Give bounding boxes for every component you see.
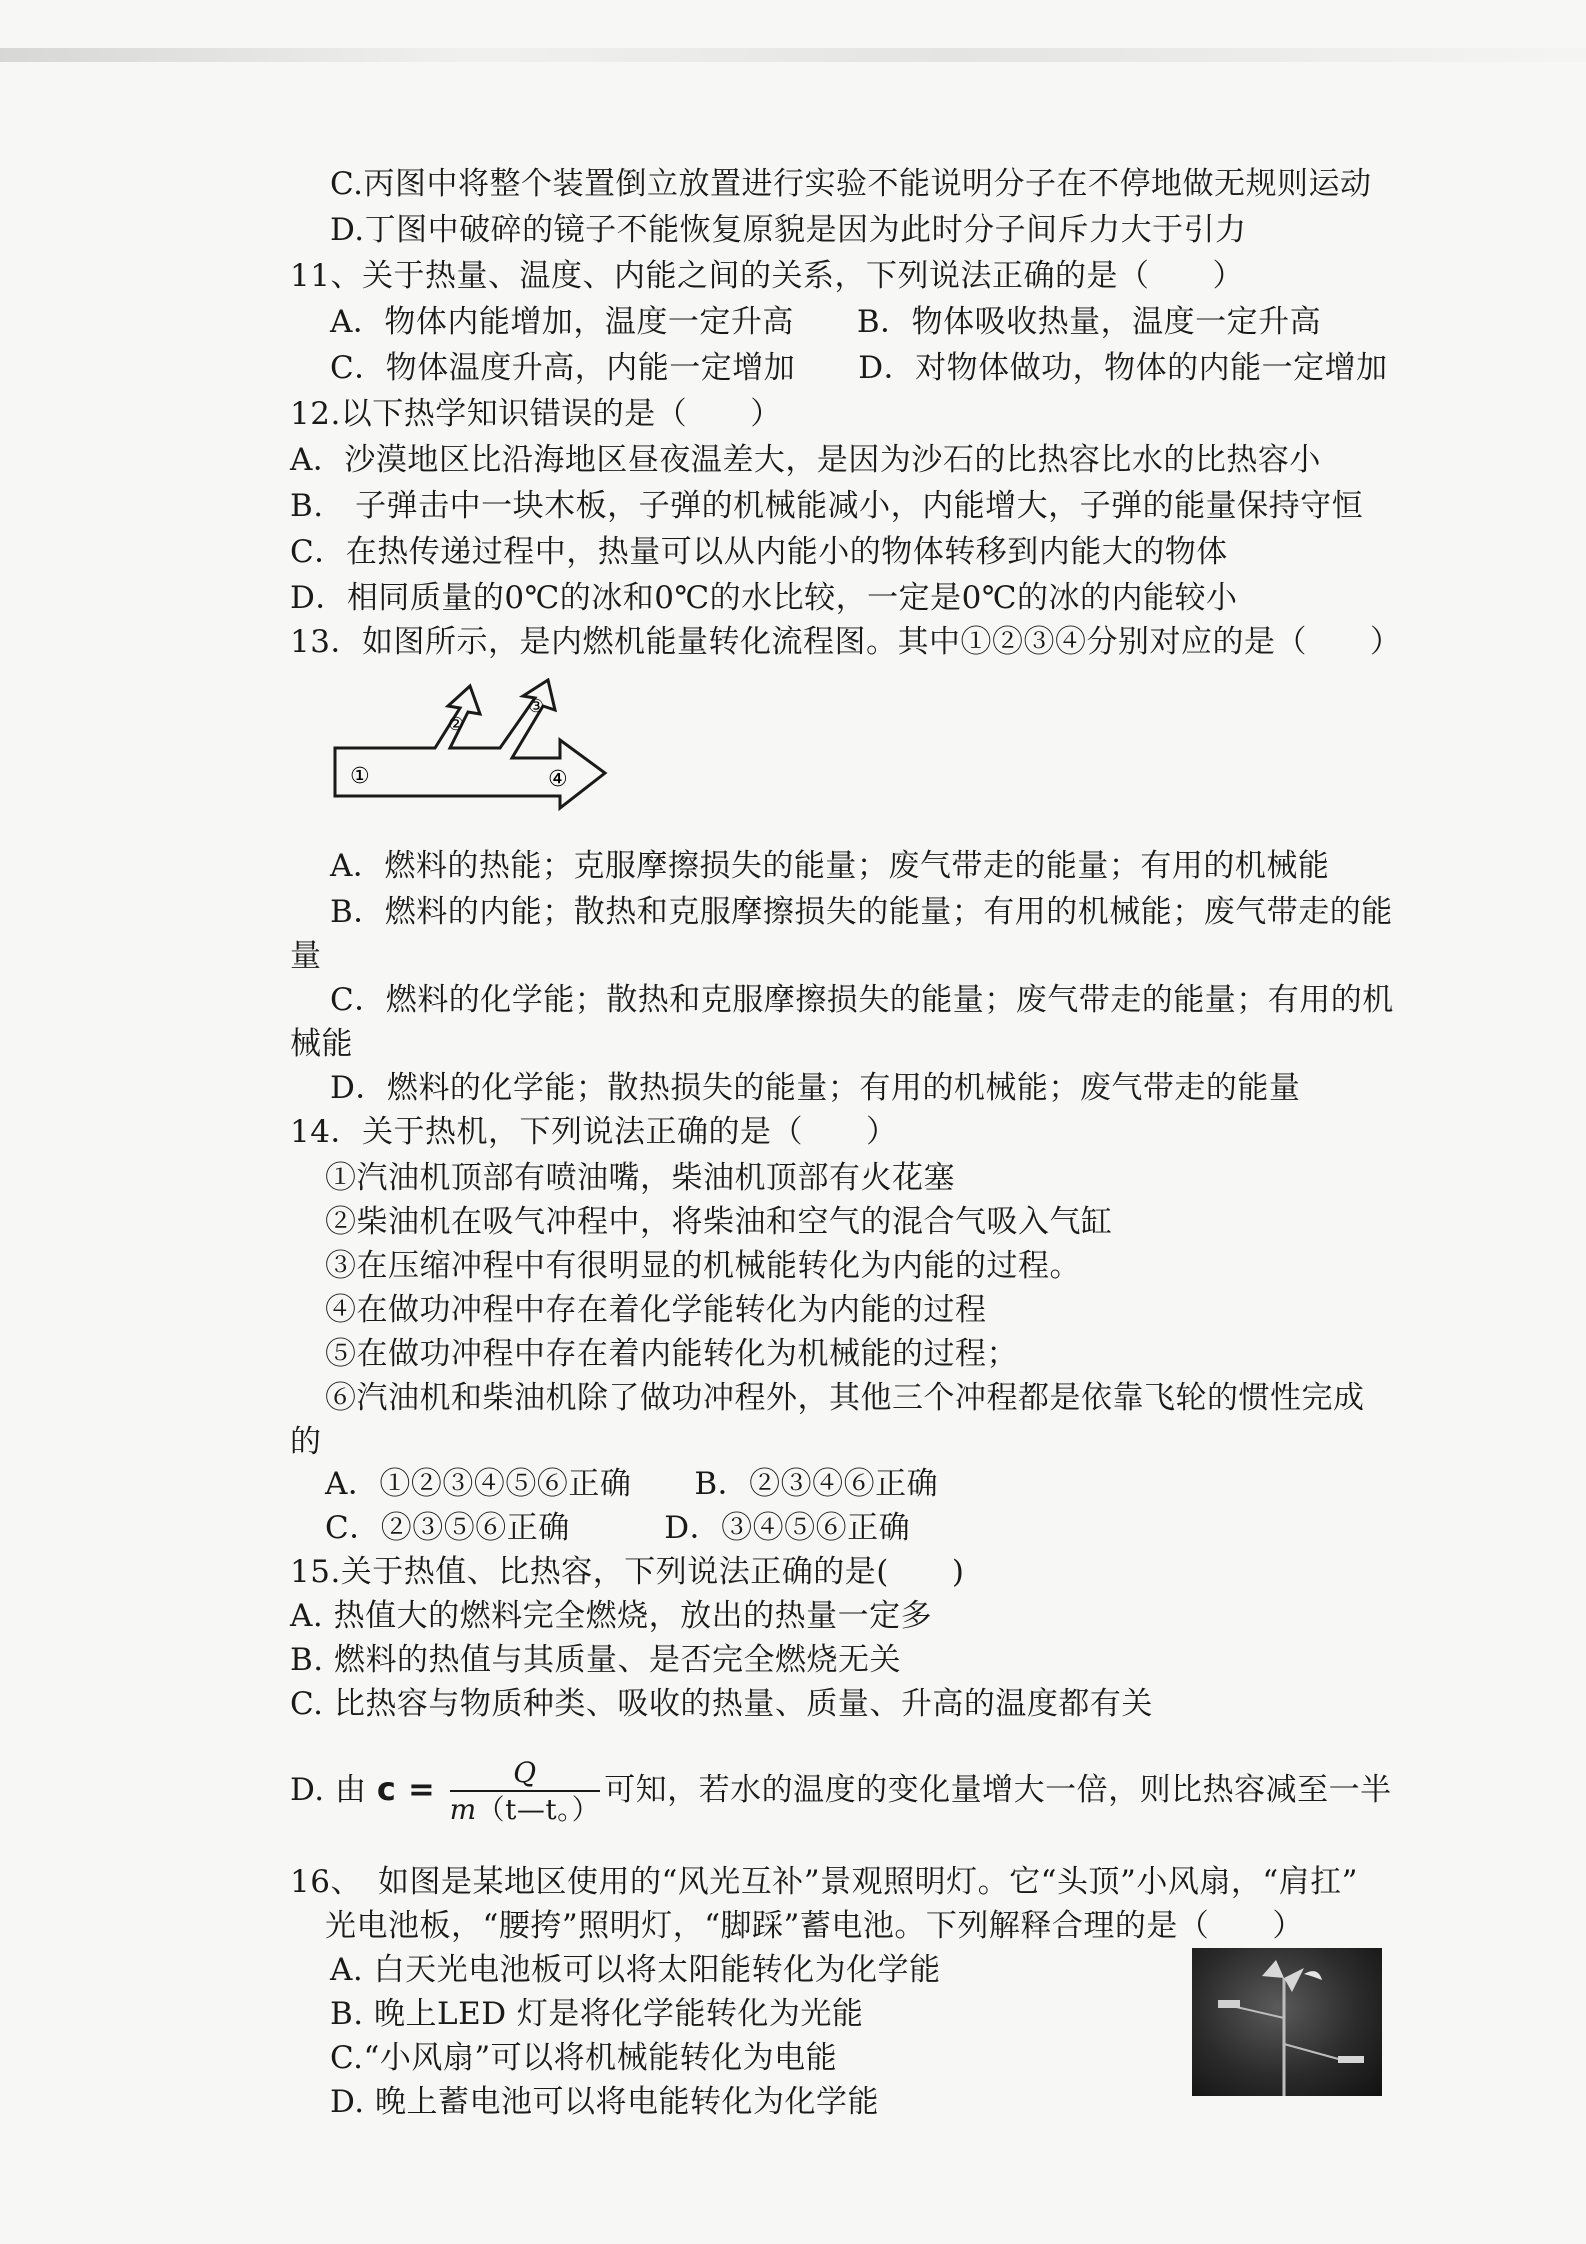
q15-stem: 15.关于热值、比热容，下列说法正确的是( )	[290, 1554, 965, 1590]
q13-option-b: B．燃料的内能；散热和克服摩擦损失的能量；有用的机械能；废气带走的能	[330, 894, 1393, 930]
q16-option-a: A. 白天光电池板可以将太阳能转化为化学能	[330, 1952, 941, 1988]
q13-option-c: C．燃料的化学能；散热和克服摩擦损失的能量；废气带走的能量；有用的机	[330, 982, 1394, 1018]
energy-flow-diagram	[330, 678, 610, 828]
formula-fraction	[450, 1756, 601, 1828]
q15-d-prefix: D. 由	[290, 1772, 367, 1808]
q15-option-b: B. 燃料的热值与其质量、是否完全燃烧无关	[290, 1642, 901, 1678]
q10-option-c: C.丙图中将整个装置倒立放置进行实验不能说明分子在不停地做无规则运动	[330, 166, 1372, 202]
q14-item-6: ⑥汽油机和柴油机除了做功冲程外，其他三个冲程都是依靠飞轮的惯性完成	[325, 1380, 1365, 1416]
street-lamp-photo	[1192, 1948, 1382, 2096]
q14-item-5: ⑤在做功冲程中存在着内能转化为机械能的过程；	[325, 1336, 1018, 1372]
q13-option-d: D．燃料的化学能；散热损失的能量；有用的机械能；废气带走的能量	[330, 1070, 1301, 1106]
q14-item-4: ④在做功冲程中存在着化学能转化为内能的过程	[325, 1292, 987, 1328]
q14-stem: 14．关于热机，下列说法正确的是（ ）	[290, 1114, 898, 1150]
q11-options-cd: C．物体温度升高，内能一定增加 D．对物体做功，物体的内能一定增加	[330, 350, 1388, 386]
q15-d-suffix: 可知，若水的温度的变化量增大一倍，则比热容减至一半	[604, 1772, 1392, 1808]
q15-option-a: A. 热值大的燃料完全燃烧，放出的热量一定多	[290, 1598, 933, 1634]
q11-stem: 11、关于热量、温度、内能之间的关系，下列说法正确的是（ ）	[290, 258, 1244, 294]
q14-item-1: ①汽油机顶部有喷油嘴，柴油机顶部有火花塞	[325, 1160, 955, 1196]
q14-item-6-cont: 的	[290, 1424, 322, 1460]
q16-option-c: C.“小风扇”可以将机械能转化为电能	[330, 2040, 838, 2076]
formula-numerator: Q	[513, 1755, 537, 1789]
q12-option-d: D．相同质量的0℃的冰和0℃的水比较，一定是0℃的冰的内能较小	[290, 580, 1238, 616]
q14-item-3: ③在压缩冲程中有很明显的机械能转化为内能的过程。	[325, 1248, 1081, 1284]
q12-option-a: A．沙漠地区比沿海地区昼夜温差大，是因为沙石的比热容比水的比热容小	[290, 442, 1321, 478]
q12-option-c: C．在热传递过程中，热量可以从内能小的物体转移到内能大的物体	[290, 534, 1228, 570]
diagram-label-3: ③	[528, 696, 545, 717]
formula-den-rest: （t—t。）	[476, 1792, 601, 1826]
q10-option-d: D.丁图中破碎的镜子不能恢复原貌是因为此时分子间斥力大于引力	[330, 212, 1247, 248]
q11-options-ab: A．物体内能增加，温度一定升高 B．物体吸收热量，温度一定升高	[330, 304, 1322, 340]
diagram-label-1: ①	[350, 764, 370, 789]
formula-lhs: c =	[376, 1770, 436, 1808]
q16-option-d: D. 晚上蓄电池可以将电能转化为化学能	[330, 2084, 879, 2120]
q13-stem: 13．如图所示，是内燃机能量转化流程图。其中①②③④分别对应的是（ ）	[290, 624, 1402, 660]
diagram-label-4: ④	[548, 767, 568, 792]
q16-stem-2: 光电池板，“腰挎”照明灯，“脚踩”蓄电池。下列解释合理的是（ ）	[325, 1908, 1304, 1944]
formula-den-var: m	[449, 1792, 477, 1826]
q14-options-ab: A．①②③④⑤⑥正确 B．②③④⑥正确	[325, 1466, 939, 1502]
q14-item-2: ②柴油机在吸气冲程中，将柴油和空气的混合气吸入气缸	[325, 1204, 1113, 1240]
q13-option-c-cont: 械能	[290, 1026, 353, 1062]
q14-options-cd: C．②③⑤⑥正确 D．③④⑤⑥正确	[325, 1510, 911, 1546]
q15-option-c: C. 比热容与物质种类、吸收的热量、质量、升高的温度都有关	[290, 1686, 1153, 1722]
q13-option-a: A．燃料的热能；克服摩擦损失的能量；废气带走的能量；有用的机械能	[330, 848, 1330, 884]
scan-edge	[0, 48, 1586, 62]
q13-option-b-cont: 量	[290, 938, 322, 974]
q12-option-b: B. 子弹击中一块木板，子弹的机械能减小，内能增大，子弹的能量保持守恒	[290, 488, 1364, 524]
formula-denominator	[450, 1792, 601, 1828]
q16-stem-1: 16、 如图是某地区使用的“风光互补”景观照明灯。它“头顶”小风扇，“肩扛”	[290, 1864, 1359, 1900]
q12-stem: 12.以下热学知识错误的是（ ）	[290, 396, 782, 432]
q16-option-b: B. 晚上LED 灯是将化学能转化为光能	[330, 1996, 864, 2032]
q15-option-d	[290, 1754, 1392, 1828]
lamp-silhouette	[1192, 1948, 1382, 2096]
diagram-label-2: ②	[448, 714, 465, 735]
